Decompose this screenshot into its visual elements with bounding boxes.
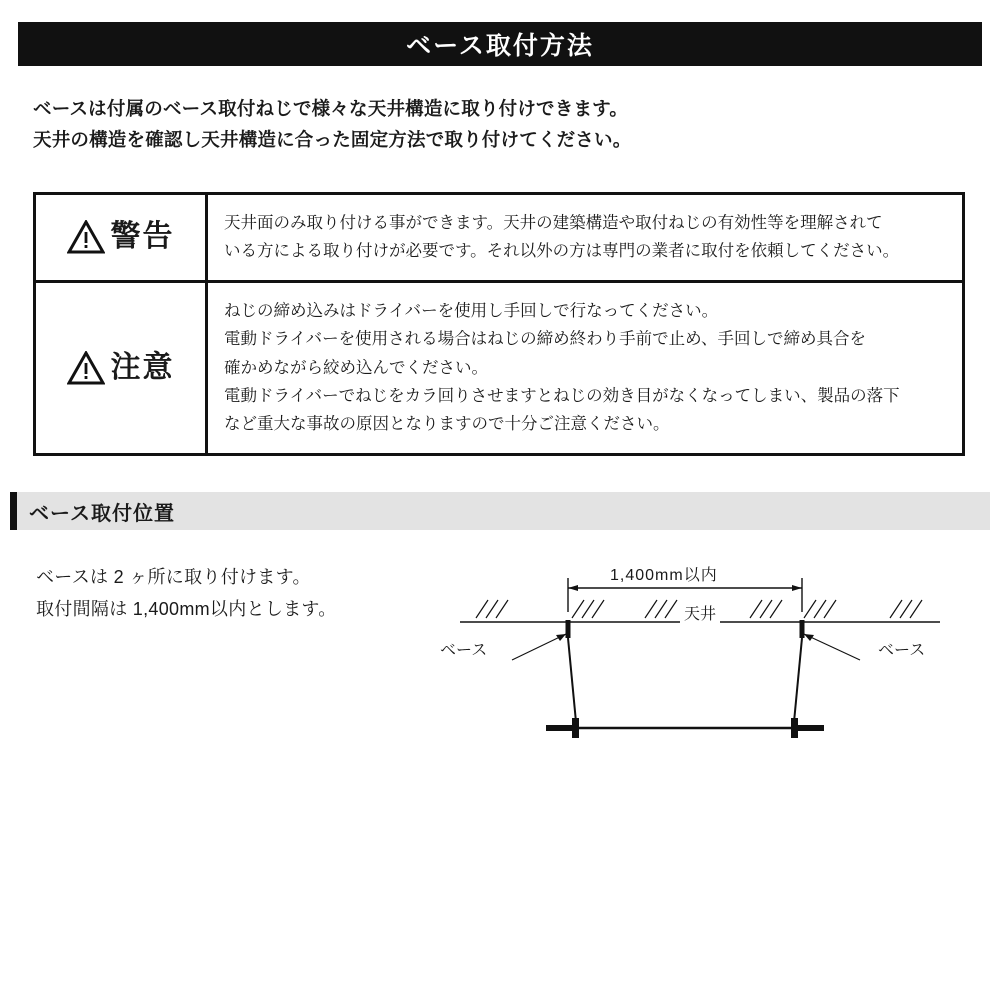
caution-triangle-icon — [67, 351, 105, 385]
diagram-base-label-right: ベース — [878, 642, 926, 659]
position-description — [36, 562, 337, 625]
notice-row-warning — [36, 195, 962, 280]
section-accent-bar — [10, 492, 17, 530]
notice-caution-line-3: 確かめながら絞め込んでください。 — [224, 358, 488, 377]
notice-label-warning-text: 警告 — [110, 220, 175, 254]
intro-line-1: ベースは付属のベース取付ねじで様々な天井構造に取り付けできます。 — [33, 98, 629, 119]
notice-caution-line-5: など重大な事故の原因となりますので十分ご注意ください。 — [224, 415, 670, 434]
position-line-1: ベースは 2 ヶ所に取り付けます。 — [36, 567, 311, 587]
diagram-ceiling-label: 天井 — [680, 601, 720, 624]
notice-caution-line-1: ねじの締め込みはドライバーを使用し手回しで行なってください。 — [224, 301, 719, 320]
notice-caution-line-2: 電動ドライバーを使用される場合はねじの締め終わり手前で止め、手回しで締め具合を — [224, 330, 867, 349]
section-title: ベース取付位置 — [29, 502, 175, 525]
notice-label-caution-text: 注意 — [110, 350, 175, 384]
diagram-base-label-left: ベース — [440, 642, 488, 659]
notice-label-caution — [36, 283, 208, 453]
notice-caution-line-4: 電動ドライバーでねじをカラ回りさせますとねじの効き目がなくなってしまい、製品の落下 — [224, 386, 900, 405]
notice-row-caution — [36, 280, 962, 453]
notice-body-warning — [208, 195, 962, 280]
intro-paragraph — [33, 94, 963, 155]
warning-triangle-icon — [67, 220, 105, 254]
notice-warning-line-2: いる方による取り付けが必要です。それ以外の方は専門の業者に取付を依頼してください。 — [224, 242, 900, 261]
diagram-dimension-label: 1,400mm以内 — [610, 567, 718, 584]
intro-line-2: 天井の構造を確認し天井構造に合った固定方法で取り付けてください。 — [33, 128, 632, 150]
position-line-2: 取付間隔は 1,400mm以内とします。 — [36, 598, 337, 619]
notice-warning-line-1: 天井面のみ取り付ける事ができます。天井の建築構造や取付ねじの有効性等を理解されて — [224, 214, 883, 232]
notice-body-caution — [208, 283, 962, 453]
page-title-bar — [18, 22, 982, 66]
page-title: ベース取付方法 — [406, 32, 594, 60]
notice-table — [33, 192, 965, 456]
notice-label-warning — [36, 195, 208, 280]
section-heading-band — [10, 492, 990, 530]
